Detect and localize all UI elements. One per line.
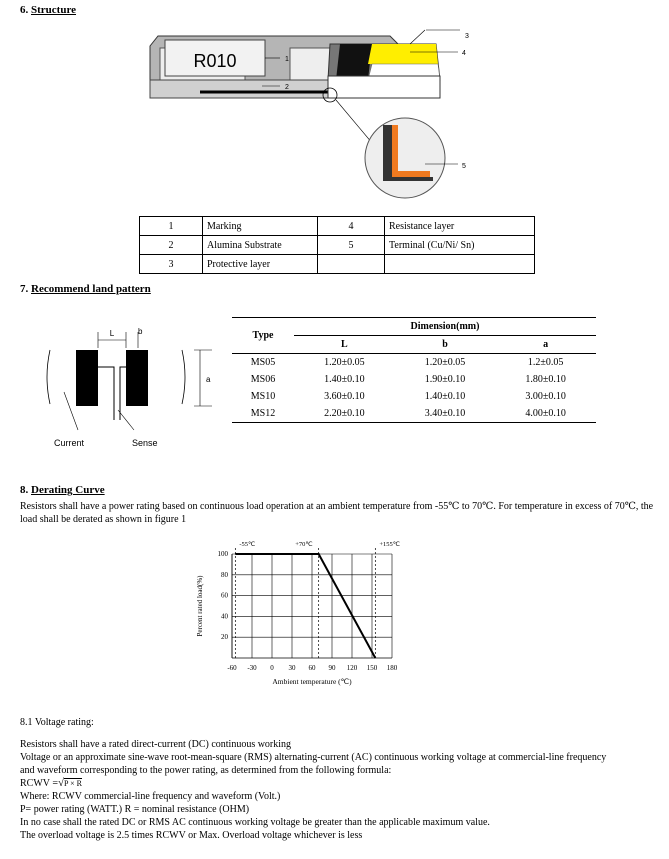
- table-row: 3 Protective layer: [140, 255, 535, 274]
- callout-4: 4: [462, 50, 466, 57]
- dim-b-label: b: [138, 327, 143, 336]
- y-tick-label: 80: [221, 570, 228, 579]
- zoom-detail-circle: [365, 118, 445, 198]
- callout-3: 3: [465, 33, 469, 40]
- x-axis-label: Ambient temperature (℃): [272, 677, 352, 686]
- x-tick-label: 60: [308, 664, 316, 672]
- y-axis-label: Percent rated load(%): [196, 575, 204, 637]
- x-tick-label: -30: [247, 664, 257, 672]
- voltage-body: Resistors shall have a rated direct-current (DC) continuous working Voltage or an approximate sine-wave root-mean-square (RMS) alternating-current (AC) continuous working voltage at commercial-line frequency and waveform corresponding to the power rating, as determined from the following formula: RCWV =√P × R Where: RCWV commercial-line frequency and waveform (Volt.) P= power rating (WATT.) R = nominal resistance (OHM) In no case shall the rated DC or RMS AC continuous working voltage be greater than the applicable maximum value. The overload voltage is 2.5 times RCWV or Max. Overload voltage whichever is less: [20, 738, 660, 842]
- x-tick-label: 90: [328, 664, 336, 672]
- table-row: 1 Marking 4 Resistance layer: [140, 217, 535, 236]
- y-tick-label: 20: [221, 633, 228, 642]
- land-pattern-diagram: [40, 322, 220, 450]
- dimension-header: Dimension(mm): [294, 318, 596, 336]
- derating-chart: [180, 536, 420, 686]
- pad-left: [76, 350, 98, 406]
- x-tick-label: 30: [288, 664, 296, 672]
- x-tick-label: 150: [366, 664, 378, 672]
- x-tick-label: 120: [346, 664, 358, 672]
- table-row: 2 Alumina Substrate 5 Terminal (Cu/Ni/ Sn): [140, 236, 535, 255]
- table-row: MS12 2.20±0.10 3.40±0.10 4.00±0.10: [250, 408, 566, 419]
- x-tick-label: 180: [386, 664, 398, 672]
- type-header: Type: [252, 330, 274, 341]
- formula: RCWV =√P × R: [20, 777, 83, 789]
- derating-paragraph: Resistors shall have a power rating based on continuous load operation at an ambient temperature from -55℃ to 70℃. For temperature in excess of 70℃, the load shall be derated as shown in figure 1: [20, 501, 654, 525]
- table-row: MS10 3.60±0.10 1.40±0.10 3.00±0.10: [250, 391, 566, 402]
- y-tick-label: 40: [221, 612, 228, 621]
- voltage-title: 8.1 Voltage rating:: [20, 717, 94, 728]
- temp-annotation: +70℃: [295, 541, 313, 548]
- derating-line: [235, 554, 375, 658]
- temp-annotation: -55℃: [239, 541, 256, 548]
- callout-5: 5: [462, 163, 466, 170]
- section-7-heading: 7. Recommend land pattern: [20, 283, 151, 295]
- dim-L-label: L: [109, 329, 115, 338]
- x-tick-label: -60: [227, 664, 237, 672]
- sense-label: Sense: [132, 438, 158, 448]
- marking-text: R010: [193, 51, 237, 71]
- table-row: MS05 1.20±0.05 1.20±0.05 1.2±0.05: [232, 354, 596, 372]
- pad-right: [126, 350, 148, 406]
- resistance-layer: [368, 44, 438, 64]
- table-row: MS06 1.40±0.10 1.90±0.10 1.80±0.10: [250, 374, 566, 385]
- dim-a-label: a: [206, 375, 211, 384]
- section-6-heading: 6. Structure: [20, 4, 77, 16]
- current-label: Current: [54, 438, 85, 448]
- section-8-heading: 8. Derating Curve: [20, 484, 105, 496]
- chip-right-base: [328, 76, 440, 98]
- callout-2: 2: [285, 84, 289, 91]
- terminal-left-dark: [336, 44, 372, 80]
- y-tick-label: 100: [217, 550, 228, 558]
- y-tick-label: 60: [221, 591, 228, 600]
- temp-annotation: +155℃: [379, 541, 401, 548]
- x-tick-label: 0: [270, 664, 274, 672]
- structure-illustration: [140, 0, 480, 200]
- structure-table: [139, 216, 535, 274]
- land-pattern-table: Type Dimension(mm) L b a MS05 1.20±0.05 1.20±0.05 1.2±0.05 MS06 1.40±0.10 1.90±0.10 1.80±0.10 MS10 3.60±0.10 1.40±0.10 3.00±0.10 MS12 2.20±0.10 3.40±0.10 4.00±0.10: [232, 317, 596, 423]
- callout-1: 1: [285, 56, 289, 63]
